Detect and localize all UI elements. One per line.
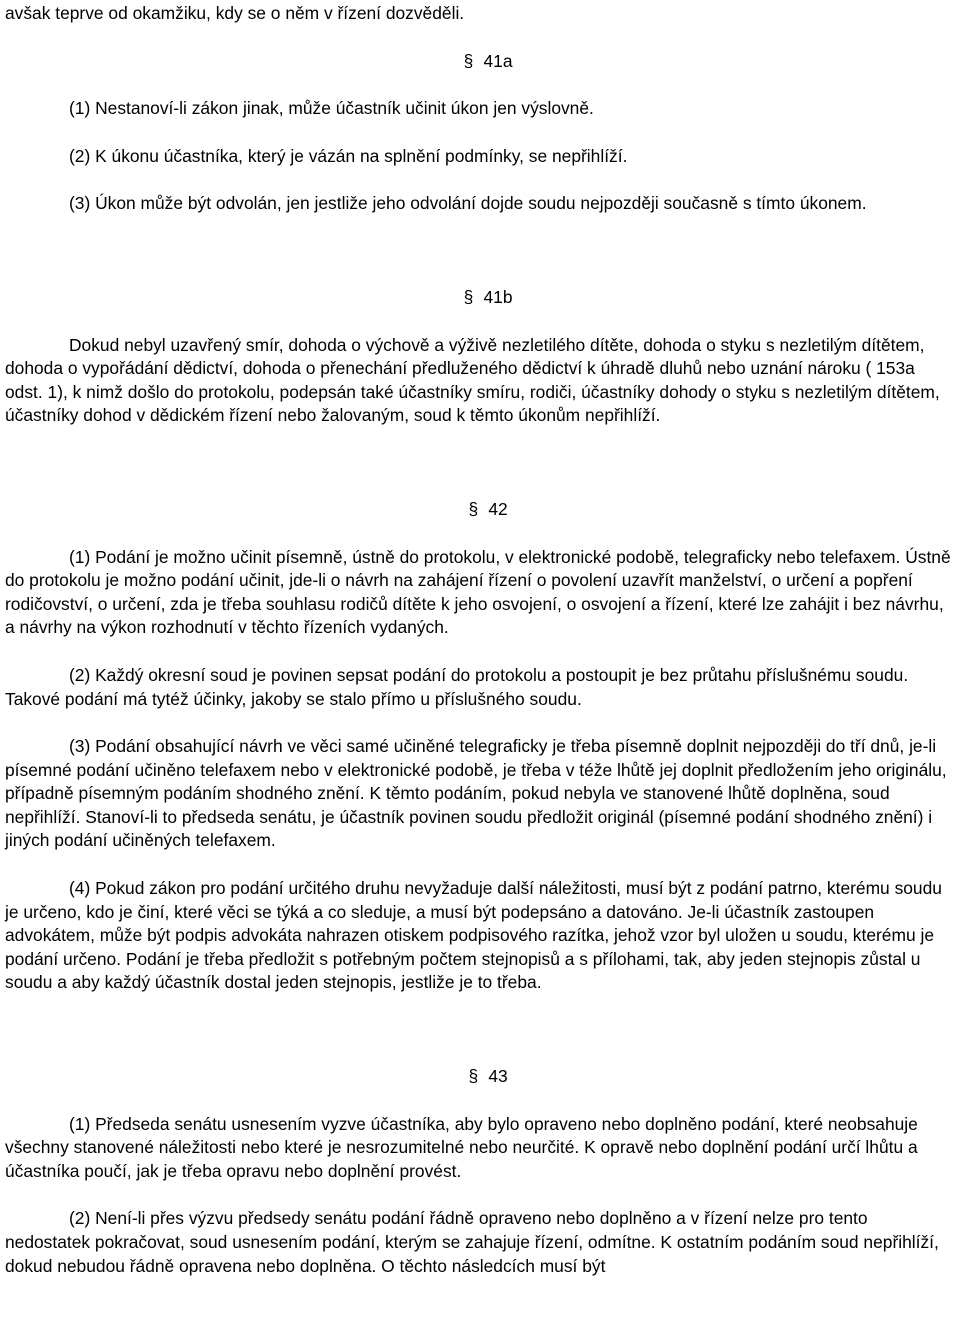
paragraph-42-3: (3) Podání obsahující návrh ve věci samé učiněné telegraficky je třeba písemně doplnit nejpozději do tří dnů, je-li písemné podání učiněno telefaxem nebo v elektronické podobě, je třeba v téže lhůtě jej doplnit předložením jeho originálu, případně písemným podáním shodného znění. K těmto podáním, pokud nebyla ve stanovené lhůtě doplněna, soud nepřihlíží. Stanoví-li to předseda senátu, je účastník povinen soudu předložit originál (písemné podání shodného znění) i jiných podání učiněných telefaxem. [5, 736, 947, 851]
section-symbol-icon: § [468, 1066, 479, 1087]
paragraph-41a-2: (2) K úkonu účastníka, který je vázán na splnění podmínky, se nepřihlíží. [69, 145, 628, 166]
paragraph-41b-1: Dokud nebyl uzavřený smír, dohoda o výchově a výživě nezletilého dítěte, dohoda o styku s nezletilým dítětem, dohoda o vypořádání dědictví, dohoda o přenechání předluženého dědictví k úhradě dluhů nebo uznání nároku ( 153a odst. 1), k nimž došlo do protokolu, podepsán také účastníky smíru, rodiči, účastníky dohody o styku s nezletilým dítětem, účastníky dohod v dědickém řízení nebo žalovaným, soud k těmto úkonům nepřihlíží. [5, 334, 940, 426]
section-heading-41b [5, 286, 955, 310]
section-symbol-icon: § [468, 498, 479, 519]
paragraph-42-4: (4) Pokud zákon pro podání určitého druhu nevyžaduje další náležitosti, musí být z podání patrno, kterému soudu je určeno, kdo je činí, které věci se týká a co sleduje, a musí být podepsáno a datováno. Je-li účastník zastoupen advokátem, může být podpis advokáta nahrazen otiskem podpisového razítka, jehož vzor byl uložen u soudu, kterému je podání určeno. Podání je třeba předložit s potřebným počtem stejnopisů a s přílohami, tak, aby jeden stejnopis zůstal u soudu a aby každý účastník dostal jeden stejnopis, jestliže je to třeba. [5, 878, 942, 993]
paragraph-43-2: (2) Není-li přes výzvu předsedy senátu podání řádně opraveno nebo doplněno a v řízení nelze pro tento nedostatek pokračovat, soud usnesením podání, kterým se zahajuje řízení, odmítne. K ostatním podáním soud nepřihlíží, dokud nebudou řádně opravena nebo doplněna. O těchto následcích musí být [5, 1208, 939, 1276]
paragraph-41a-3: (3) Úkon může být odvolán, jen jestliže jeho odvolání dojde soudu nejpozději současně s tímto úkonem. [69, 193, 867, 214]
intro-paragraph: avšak teprve od okamžiku, kdy se o něm v řízení dozvěděli. [5, 3, 465, 23]
document-page [5, 2, 955, 1278]
section-number: 41a [483, 50, 513, 71]
section-heading-43 [5, 1065, 955, 1089]
section-number: 41b [483, 286, 513, 307]
paragraph-43-1: (1) Předseda senátu usnesením vyzve účastníka, aby bylo opraveno nebo doplněno podání, které neobsahuje všechny stanovené náležitosti nebo které je nesrozumitelné nebo neurčité. K opravě nebo doplnění podání určí lhůtu a účastníka poučí, jak je třeba opravu nebo doplnění provést. [5, 1113, 918, 1181]
paragraph-42-1: (1) Podání je možno učinit písemně, ústně do protokolu, v elektronické podobě, telegraficky nebo telefaxem. Ústně do protokolu je možno podání učinit, jde-li o návrh na zahájení řízení o povolení uzavřít manželství, o určení a popření rodičovství, o určení, zda je třeba souhlasu rodičů dítěte k jeho osvojení, o osvojení a řízení, které lze zahájit i bez návrhu, a návrhy na výkon rozhodnutí v těchto řízeních vydaných. [5, 546, 951, 638]
section-number: 42 [488, 498, 508, 519]
paragraph-41a-1: (1) Nestanoví-li zákon jinak, může účastník učinit úkon jen výslovně. [69, 98, 594, 119]
paragraph-42-2: (2) Každý okresní soud je povinen sepsat podání do protokolu a postoupit je bez průtahu příslušnému soudu. Takové podání má tytéž účinky, jakoby se stalo přímo u příslušného soudu. [5, 664, 909, 709]
section-symbol-icon: § [463, 50, 474, 71]
section-heading-42 [5, 498, 955, 522]
section-symbol-icon: § [463, 286, 474, 307]
section-number: 43 [488, 1066, 508, 1087]
section-heading-41a [5, 50, 955, 74]
